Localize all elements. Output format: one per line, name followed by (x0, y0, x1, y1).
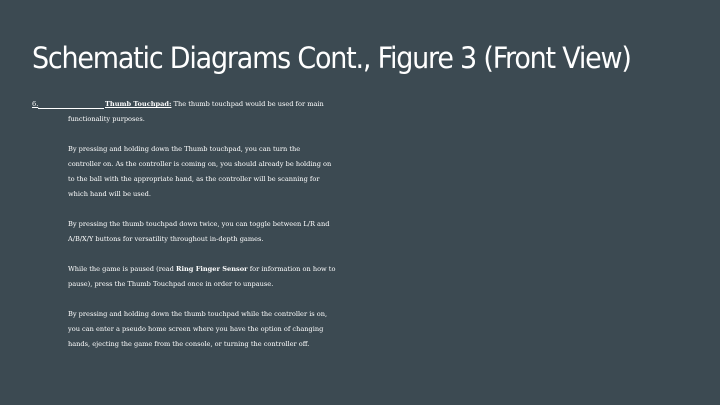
paragraph-line (32, 262, 362, 277)
item-number: 6. (32, 100, 39, 108)
paragraph-line: A/B/X/Y buttons for versatility throughout in-depth games. (68, 235, 264, 243)
item-heading-line (32, 97, 362, 112)
paragraph-line: which hand will be used. (68, 190, 151, 198)
paragraph-unpause (32, 262, 362, 292)
paragraph-line: hands, ejecting the game from the console, or turning the controller off. (68, 340, 310, 348)
slide-title: Schematic Diagrams Cont., Figure 3 (Front View) (32, 41, 631, 75)
item-intro-continuation: functionality purposes. (68, 115, 145, 123)
paragraph-toggle-buttons (32, 217, 362, 247)
paragraph-text: While the game is paused (read (68, 265, 177, 273)
ring-finger-sensor-reference: Ring Finger Sensor (176, 265, 248, 273)
paragraph-line: By pressing and holding down the thumb touchpad while the controller is on, (68, 310, 328, 318)
paragraph-line: controller on. As the controller is coming on, you should already be holding on (68, 160, 332, 168)
paragraph-home-screen (32, 307, 362, 352)
item-heading (105, 97, 324, 112)
paragraph-text: for information on how to (247, 265, 336, 273)
item-intro-first: The thumb touchpad would be used for main (171, 100, 324, 108)
underline-gap (38, 108, 104, 109)
paragraph-line: you can enter a pseudo home screen where you have the option of changing (68, 325, 324, 333)
paragraph-line: By pressing and holding down the Thumb touchpad, you can turn the (68, 145, 301, 153)
paragraph-line: pause), press the Thumb Touchpad once in order to unpause. (68, 280, 274, 288)
paragraph-line: By pressing the thumb touchpad down twice, you can toggle between L/R and (68, 220, 330, 228)
paragraph-power-on (32, 142, 362, 202)
item-term: Thumb Touchpad: (105, 100, 172, 108)
body-text (32, 97, 362, 367)
paragraph-line: to the ball with the appropriate hand, as the controller will be scanning for (68, 175, 320, 183)
